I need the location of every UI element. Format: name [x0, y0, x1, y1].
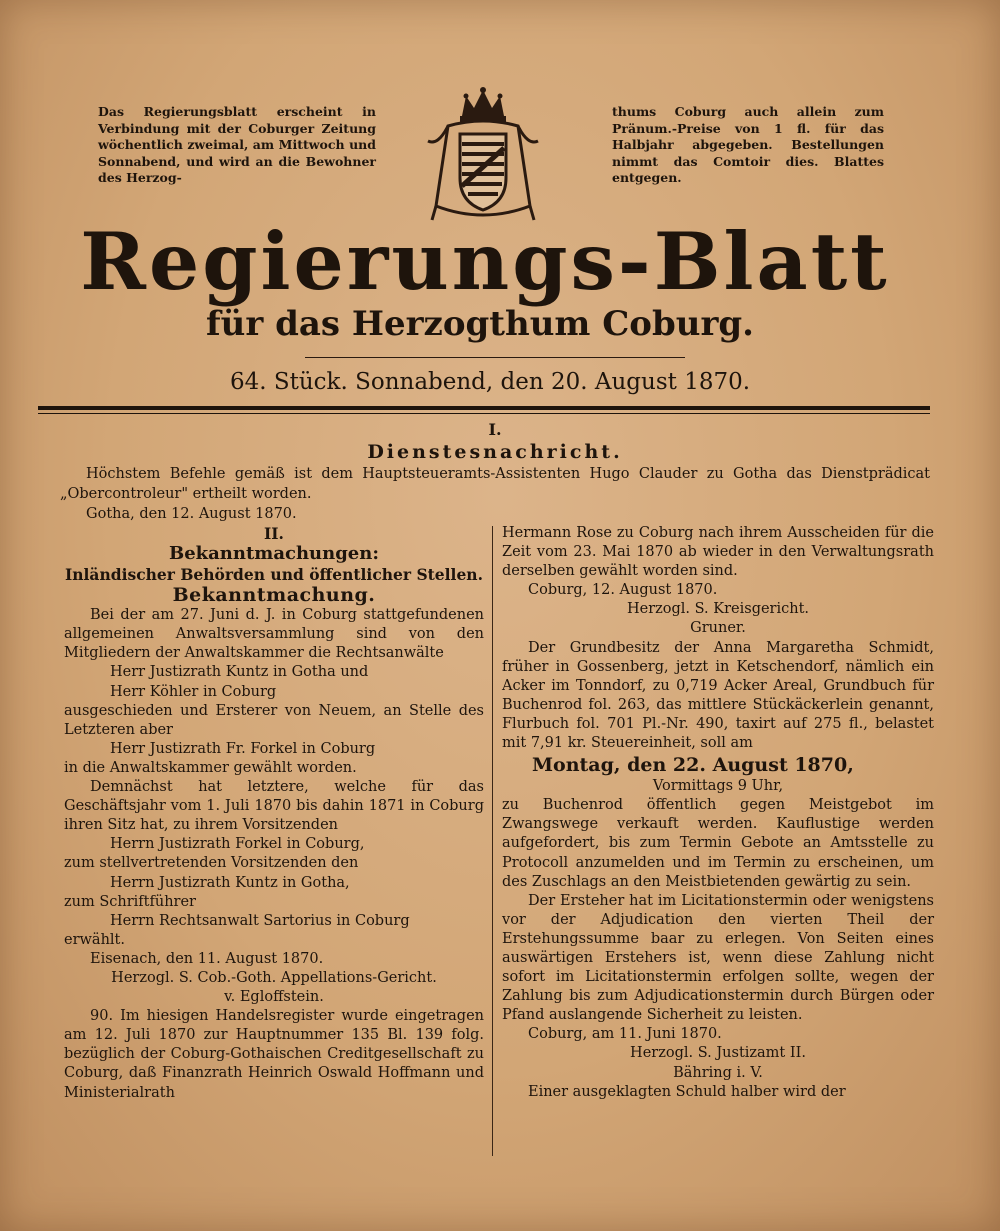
register-entry: 90. Im hiesigen Handelsregister wurde eingetragen am 12. Juli 1870 zur Hauptnummer 135 Bl. 139 folg. bezüglich der Coburg-Gothaischen Creditgesellschaft zu Coburg, daß Finanzrath Heinrich Oswald Hoffmann und Ministerialrath	[64, 1008, 484, 1101]
notice-paragraph-1: Bei der am 27. Juni d. J. in Coburg stattgefundenen allgemeinen Anwaltsversammlung sind von den Mitgliedern der Anwaltskammer die Rechtsanwälte	[64, 607, 484, 662]
notice-dateline: Eisenach, den 11. August 1870.	[90, 950, 324, 967]
notice-name-4: Herrn Justizrath Forkel in Coburg,	[110, 836, 365, 853]
notice-name-3: Herr Justizrath Fr. Forkel in Coburg	[110, 740, 376, 757]
register-signature: Gruner.	[690, 620, 746, 637]
issue-line: 64. Stück. Sonnabend, den 20. August 1870.	[229, 369, 751, 395]
notice-signature: v. Egloffstein.	[224, 989, 324, 1006]
notice-paragraph-3: in die Anwaltskammer gewählt worden.	[64, 759, 357, 776]
subscription-note-right: thums Coburg auch allein zum Pränum.-Preise von 1 fl. für das Halbjahr abgegeben. Bestellungen nimmt das Comtoir dies. Blattes entgegen.	[612, 104, 884, 185]
auction-paragraph-1: Der Grundbesitz der Anna Margaretha Schmidt, früher in Gossenberg, jetzt in Ketschendorf, nämlich ein Acker im Tonndorf, zu 0,719 Acker Areal, Grundbuch für Buchenrod fol. 263, das mittlere Stückäckerlein genannt, Flurbuch fol. 701 Pl.-Nr. 490, taxirt auf 275 fl., belastet mit 7,91 kr. Steuereinheit, soll am	[502, 639, 934, 752]
notice-name-1: Herr Justizrath Kuntz in Gotha und	[110, 664, 369, 681]
auction-date-heading: Montag, den 22. August 1870,	[532, 754, 854, 777]
auction-time: Vormittags 9 Uhr,	[652, 778, 784, 795]
section-1-dateline: Gotha, den 12. August 1870.	[86, 506, 297, 522]
subtitle-rule	[305, 357, 685, 358]
ducal-coat-of-arms	[418, 86, 548, 228]
notice-paragraph-2: ausgeschieden und Ersterer von Neuem, an Stelle des Letzteren aber	[64, 702, 484, 738]
section-1	[60, 420, 930, 524]
left-column	[64, 524, 484, 1103]
column-rule	[492, 526, 493, 1156]
notice-name-6: Herrn Rechtsanwalt Sartorius in Coburg	[110, 912, 410, 929]
notice-title: Bekanntmachung.	[172, 584, 376, 607]
auction-paragraph-2: zu Buchenrod öffentlich gegen Meistgebot im Zwangswege verkauft werden. Kauflustige werden aufgefordert, bis zum Termin Gebote an Amtsstelle zu Protocoll anzumelden und im Termin zu erscheinen, um des Zuschlags an den Meistbietenden gewärtig zu sein.	[502, 797, 934, 890]
header-rule-thin	[38, 413, 930, 414]
register-authority: Herzogl. S. Kreisgericht.	[626, 601, 810, 618]
auction-paragraph-3: Der Ersteher hat im Licitationstermin oder wenigstens vor der Adjudication den vierten Theil der Erstehungssumme baar zu erlegen. Von Seiten eines auswärtigen Erstehers ist, wenn diese Zahlung nicht sofort im Licitationstermin erfolgen sollte, wegen der Zahlung bis zum Adjudicationstermin durch Bürgen oder Pfand auslangende Sicherheit zu leisten.	[502, 892, 934, 1024]
auction-signature: Bähring i. V.	[673, 1064, 763, 1081]
notice-name-2: Herr Köhler in Coburg	[110, 683, 277, 700]
notice-paragraph-6: zum Schriftführer	[64, 893, 196, 910]
notice-name-5: Herrn Justizrath Kuntz in Gotha,	[110, 874, 350, 891]
section-2-heading: Bekanntmachungen:	[169, 543, 379, 565]
next-notice-start: Einer ausgeklagten Schuld halber wird der	[528, 1083, 846, 1100]
section-1-numeral: I.	[488, 420, 502, 439]
section-1-title: Dienstesnachricht.	[367, 441, 623, 463]
header-rule-thick	[38, 406, 930, 410]
section-2-subheading: Inländischer Behörden und öffentlicher Stellen.	[65, 565, 483, 585]
section-1-text: Höchstem Befehle gemäß ist dem Hauptsteueramts-Assistenten Hugo Clauder zu Gotha das Dienstprädicat „Obercontroleur" ertheilt worden.	[60, 466, 930, 502]
notice-authority: Herzogl. S. Cob.-Goth. Appellations-Gericht.	[111, 969, 437, 986]
subscription-note-left: Das Regierungsblatt erscheint in Verbindung mit der Coburger Zeitung wöchentlich zweimal, am Mittwoch und Sonnabend, und wird an die Bewohner des Herzog-	[98, 104, 376, 185]
notice-paragraph-5: zum stellvertretenden Vorsitzenden den	[64, 855, 359, 872]
register-continuation: Hermann Rose zu Coburg nach ihrem Ausscheiden für die Zeit vom 23. Mai 1870 ab wieder in den Verwaltungsrath derselben gewählt worden sind.	[502, 525, 934, 580]
register-dateline: Coburg, 12. August 1870.	[528, 582, 718, 599]
right-column	[502, 524, 934, 1102]
section-2-numeral: II.	[264, 524, 284, 543]
auction-authority: Herzogl. S. Justizamt II.	[630, 1045, 806, 1062]
notice-paragraph-4: Demnächst hat letztere, welche für das Geschäftsjahr vom 1. Juli 1870 bis dahin 1871 in Coburg ihren Sitz hat, zu ihrem Vorsitzenden	[64, 779, 484, 834]
masthead-title: Regierungs-Blatt	[80, 215, 890, 308]
masthead-subtitle: für das Herzogthum Coburg.	[205, 304, 755, 344]
auction-dateline: Coburg, am 11. Juni 1870.	[528, 1026, 722, 1043]
notice-paragraph-7: erwählt.	[64, 931, 125, 948]
